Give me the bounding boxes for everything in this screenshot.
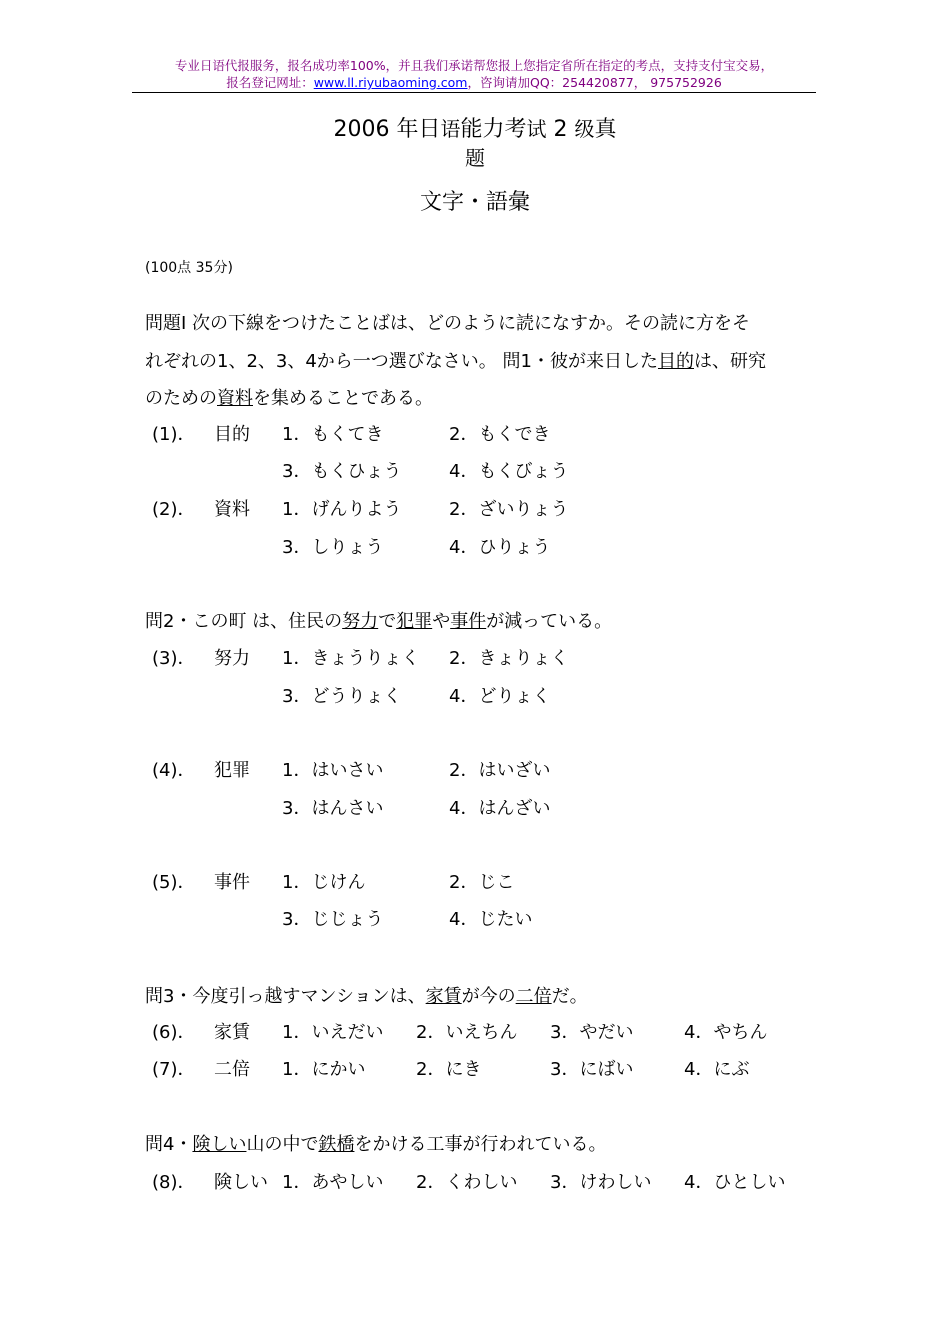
question-word: 事件 [214, 872, 250, 893]
header-line-2-prefix: 报名登记网址： [226, 75, 314, 90]
instr-text: れぞれの1、2、3、4から一つ選びなさい。 問1・彼が来日した [145, 351, 658, 372]
title-part-6: 级 [574, 117, 595, 141]
sentence-text: だ。 [551, 986, 588, 1007]
option-2[interactable]: 2．にき [416, 1059, 482, 1080]
mondai1-instruction-line-1: 問題Ⅰ 次の下線をつけたことばは、どのように読になすか。その読に方をそ [145, 313, 751, 334]
option-2[interactable]: 2．いえちん [416, 1022, 518, 1043]
instr-text: のための [145, 388, 217, 409]
registration-link[interactable]: www.ll.riyubaoming.com [313, 75, 468, 90]
underlined-word: 二倍 [515, 986, 552, 1007]
option-1[interactable]: 1．きょうりょく [282, 648, 420, 669]
mondai1-instruction-line-3 [145, 387, 433, 411]
mondai3-sentence [145, 985, 588, 1009]
question-word: 家賃 [214, 1022, 250, 1043]
option-2[interactable]: 2．はいざい [449, 760, 551, 781]
page-title [0, 115, 950, 144]
sentence-text: が今の [461, 986, 516, 1007]
option-4[interactable]: 4．じたい [449, 909, 533, 930]
option-3[interactable]: 3．けわしい [550, 1172, 652, 1193]
underlined-word: 犯罪 [396, 611, 433, 632]
question-7-row [0, 1058, 950, 1082]
question-number: (2)． [152, 499, 196, 520]
option-2[interactable]: 2．ざいりょう [449, 499, 569, 520]
underlined-word: 家賃 [425, 986, 462, 1007]
option-4[interactable]: 4．どりょく [449, 686, 551, 707]
option-1[interactable]: 1．いえだい [282, 1022, 384, 1043]
question-number: (1)． [152, 424, 196, 445]
option-2[interactable]: 2．じこ [449, 872, 515, 893]
underlined-word: 鉄橋 [318, 1134, 355, 1155]
question-number: (4)． [152, 760, 196, 781]
option-3[interactable]: 3．じじょう [282, 909, 384, 930]
title-part-4: 试 [526, 117, 547, 141]
question-1-row-b [0, 460, 950, 484]
title-part-3: 能力考 [460, 117, 527, 142]
question-1-row-a [0, 423, 950, 447]
sentence-text: で [378, 611, 397, 632]
option-3[interactable]: 3．しりょう [282, 537, 384, 558]
option-3[interactable]: 3．にばい [550, 1059, 634, 1080]
underlined-word: 資料 [217, 388, 253, 409]
question-number: (8)． [152, 1172, 196, 1193]
option-1[interactable]: 1．もくてき [282, 424, 384, 445]
question-word: 犯罪 [214, 760, 250, 781]
mondai4-sentence [145, 1133, 606, 1157]
page-title-line-2: 题 [465, 146, 485, 170]
title-part-1: 2006 年日 [333, 117, 441, 142]
mondai2-sentence [145, 610, 612, 634]
question-word: 険しい [214, 1172, 268, 1193]
underlined-word: 目的 [657, 351, 694, 372]
underlined-word: 事件 [450, 611, 487, 632]
header-line-1: 专业日语代报服务，报名成功率100%，并且我们承诺帮您报上您指定省所在指定的考点，支持支付宝交易， [174, 58, 774, 73]
question-3-row-a [0, 647, 950, 671]
option-1[interactable]: 1．じけん [282, 872, 366, 893]
sentence-text: や [432, 611, 451, 632]
question-4-row-b [0, 797, 950, 821]
option-4[interactable]: 4．やちん [684, 1022, 768, 1043]
question-5-row-a [0, 871, 950, 895]
question-4-row-a [0, 759, 950, 783]
question-3-row-b [0, 685, 950, 709]
sentence-text: 問3・今度引っ越すマンションは、 [145, 986, 426, 1007]
title-part-2: 语 [440, 117, 461, 141]
option-4[interactable]: 4．ひりょう [449, 537, 551, 558]
underlined-word: 険しい [192, 1134, 247, 1155]
title-part-5: 2 [546, 117, 575, 142]
option-1[interactable]: 1．げんりよう [282, 499, 402, 520]
question-number: (6)． [152, 1022, 196, 1043]
underlined-word: 努力 [342, 611, 379, 632]
question-word: 努力 [214, 648, 250, 669]
question-number: (3)． [152, 648, 196, 669]
mondai1-instruction-line-2 [145, 350, 766, 374]
option-4[interactable]: 4．ひとしい [684, 1172, 786, 1193]
question-8-row [0, 1171, 950, 1195]
score-time-note: (100点 35分) [145, 260, 233, 276]
question-word: 目的 [214, 424, 250, 445]
question-word: 資料 [214, 499, 250, 520]
instr-text: を集めることである。 [253, 388, 433, 409]
option-4[interactable]: 4．はんざい [449, 798, 551, 819]
question-2-row-b [0, 536, 950, 560]
sentence-text: をかける工事が行われている。 [354, 1134, 607, 1155]
header-notice [132, 57, 816, 91]
option-4[interactable]: 4．もくびょう [449, 461, 569, 482]
header-divider [132, 92, 816, 93]
title-part-7: 真 [594, 117, 617, 142]
instr-text: は、研究 [693, 351, 766, 372]
option-4[interactable]: 4．にぶ [684, 1059, 750, 1080]
sentence-text: 問4・ [145, 1134, 193, 1155]
header-line-2 [132, 74, 816, 91]
question-word: 二倍 [214, 1059, 250, 1080]
sentence-text: 山の中で [246, 1134, 319, 1155]
option-1[interactable]: 1．あやしい [282, 1172, 384, 1193]
sentence-text: 問2・この町 は、住民の [145, 611, 343, 632]
option-3[interactable]: 3．やだい [550, 1022, 634, 1043]
header-line-2-suffix: ，咨询请加QQ：254420877， 975752926 [467, 75, 722, 90]
section-title: 文字・語彙 [419, 190, 530, 215]
question-2-row-a [0, 498, 950, 522]
question-number: (5)． [152, 872, 196, 893]
option-2[interactable]: 2．くわしい [416, 1172, 518, 1193]
sentence-text: が減っている。 [486, 611, 613, 632]
option-2[interactable]: 2．もくでき [449, 424, 551, 445]
option-3[interactable]: 3．はんさい [282, 798, 384, 819]
option-1[interactable]: 1．にかい [282, 1059, 366, 1080]
option-2[interactable]: 2．きょりょく [449, 648, 569, 669]
question-6-row [0, 1021, 950, 1045]
option-3[interactable]: 3．どうりょく [282, 686, 402, 707]
question-5-row-b [0, 908, 950, 932]
option-3[interactable]: 3．もくひょう [282, 461, 402, 482]
option-1[interactable]: 1．はいさい [282, 760, 384, 781]
question-number: (7)． [152, 1059, 196, 1080]
